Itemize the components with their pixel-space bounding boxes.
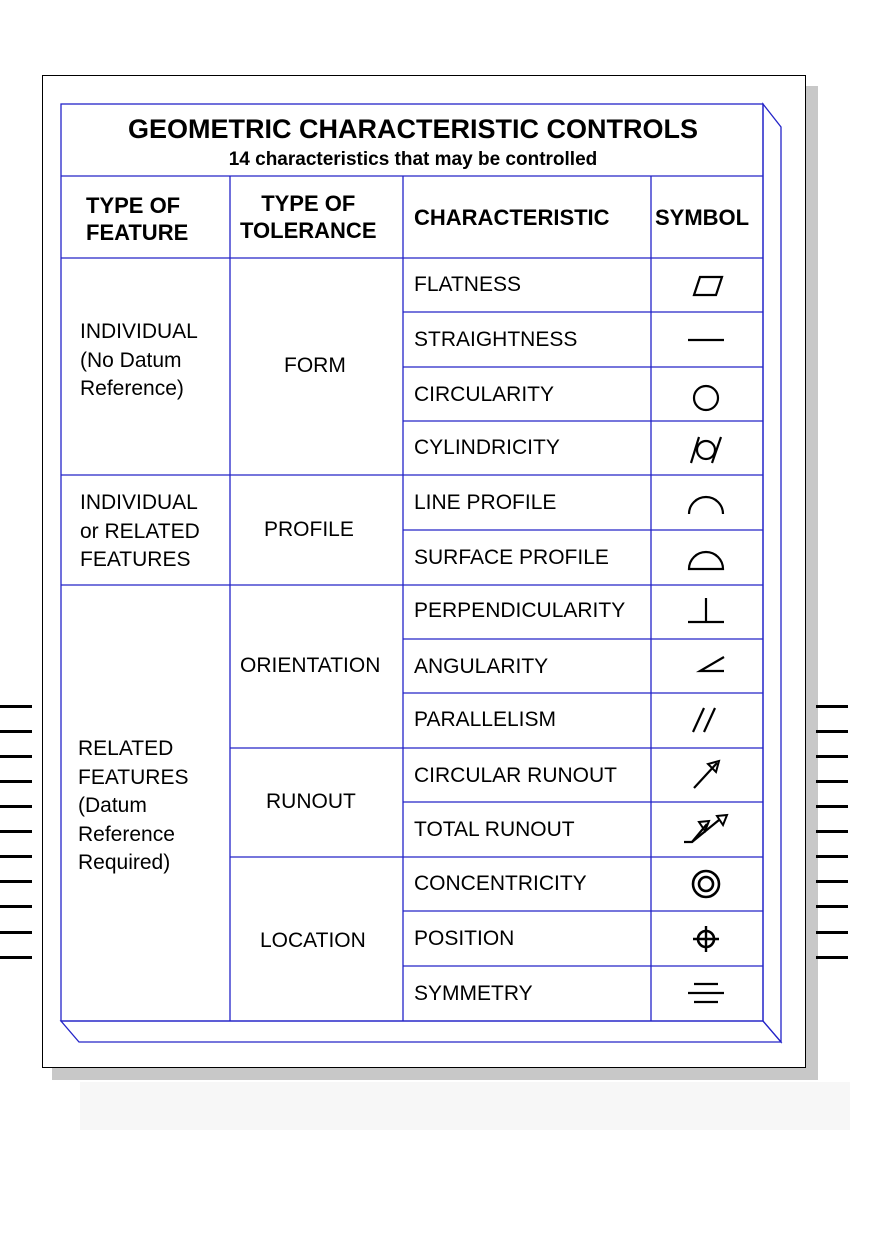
feature-group-individual [80, 318, 198, 404]
perpendicularity-icon [684, 590, 728, 634]
header-type-of-tolerance [240, 190, 377, 244]
feature-line: INDIVIDUAL [80, 491, 198, 514]
header-line: FEATURE [86, 220, 189, 245]
characteristic-straightness: STRAIGHTNESS [414, 328, 578, 351]
feature-group-related [78, 735, 188, 878]
position-icon [684, 917, 728, 961]
characteristic-symmetry: SYMMETRY [414, 982, 533, 1005]
angularity-icon [684, 645, 728, 689]
feature-line: FEATURES [80, 548, 191, 571]
tolerance-profile: PROFILE [264, 518, 354, 541]
header-line: TYPE OF [86, 193, 181, 218]
feature-line: Reference) [80, 377, 184, 400]
characteristic-circular-runout: CIRCULAR RUNOUT [414, 764, 618, 787]
characteristic-cylindricity: CYLINDRICITY [414, 436, 560, 459]
header-line: TYPE OF [261, 191, 356, 216]
characteristic-angularity: ANGULARITY [414, 655, 549, 678]
circularity-icon [684, 376, 728, 420]
straightness-icon [684, 318, 728, 362]
characteristic-concentricity: CONCENTRICITY [414, 872, 587, 895]
header-characteristic: CHARACTERISTIC [414, 205, 610, 230]
concentricity-icon [684, 862, 728, 906]
characteristic-line-profile: LINE PROFILE [414, 491, 557, 514]
total-runout-icon [684, 808, 728, 852]
characteristic-total-runout: TOTAL RUNOUT [414, 818, 575, 841]
symmetry-icon [684, 972, 728, 1016]
tolerance-form: FORM [284, 354, 346, 377]
feature-line: INDIVIDUAL [80, 320, 198, 343]
page-title: GEOMETRIC CHARACTERISTIC CONTROLS [128, 114, 698, 144]
feature-line: (No Datum [80, 348, 182, 372]
table-side-face [763, 104, 781, 1042]
parallelism-icon [684, 698, 728, 742]
feature-line: Reference [78, 822, 175, 846]
feature-line: Required) [78, 851, 171, 874]
feature-line: (Datum [78, 794, 147, 817]
feature-line: or RELATED [80, 519, 200, 543]
line-profile-icon [684, 482, 728, 526]
surface-profile-icon [684, 539, 728, 583]
feature-line: RELATED [78, 737, 174, 760]
page-subtitle: 14 characteristics that may be controlled [228, 149, 598, 170]
feature-group-individual-or-related [80, 489, 200, 575]
characteristic-parallelism: PARALLELISM [414, 708, 557, 731]
cylindricity-icon [684, 427, 728, 471]
header-type-of-feature [86, 192, 188, 246]
characteristic-surface-profile: SURFACE PROFILE [414, 546, 609, 569]
characteristic-flatness: FLATNESS [414, 273, 521, 296]
circular-runout-icon [684, 752, 728, 796]
table-bottom-face [61, 1021, 781, 1042]
characteristic-circularity: CIRCULARITY [414, 383, 555, 406]
characteristic-position: POSITION [414, 927, 515, 950]
flatness-icon [684, 264, 728, 308]
tolerance-orientation: ORIENTATION [240, 654, 381, 677]
characteristic-perpendicularity: PERPENDICULARITY [414, 599, 626, 622]
feature-line: FEATURES [78, 765, 189, 789]
header-line: TOLERANCE [240, 218, 377, 243]
tolerance-runout: RUNOUT [266, 790, 356, 813]
tolerance-location: LOCATION [260, 929, 366, 952]
header-symbol: SYMBOL [655, 205, 750, 230]
